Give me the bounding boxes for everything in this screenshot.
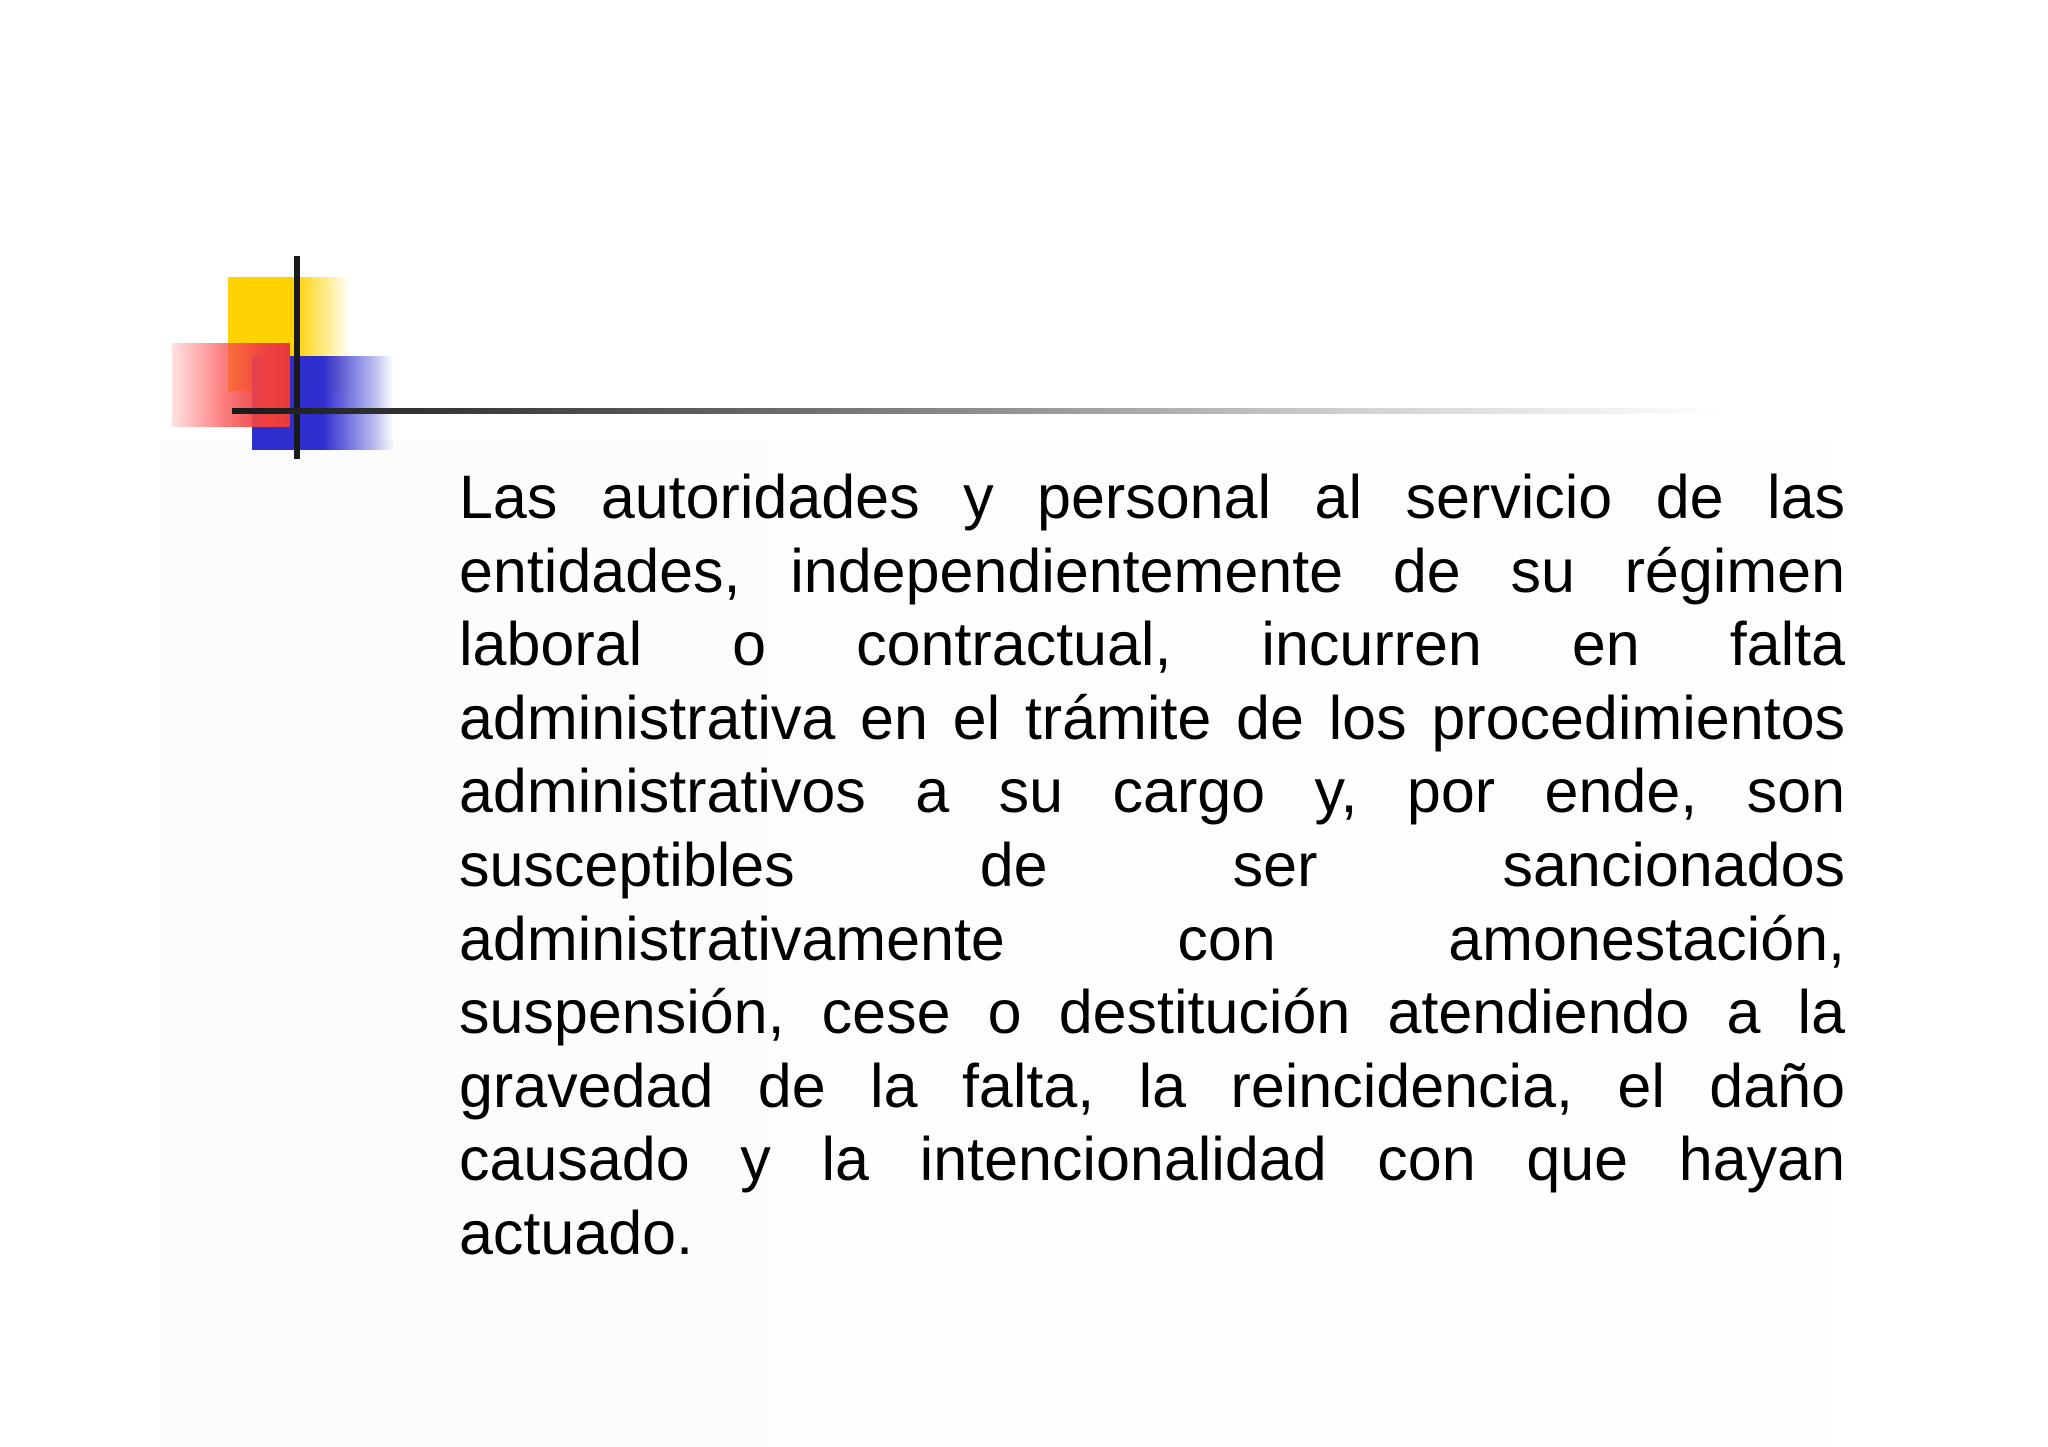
red-square-icon — [172, 343, 290, 427]
horizontal-line-divider — [232, 408, 1722, 414]
slide-body-text: Las autoridades y personal al servicio de las entidades, independientemente de su régimen laboral o contractual, incurren en falta administrativa en el trámite de los procedimientos administrativos a su cargo y, por ende, son susceptibles de ser sancionados administrativamente con amonestación, suspensión, cese o destitución atendiendo a la gravedad de la falta, la reincidencia, el daño causado y la intencionalidad con que hayan actuado. — [459, 463, 1845, 1267]
vertical-line-divider — [294, 256, 300, 459]
